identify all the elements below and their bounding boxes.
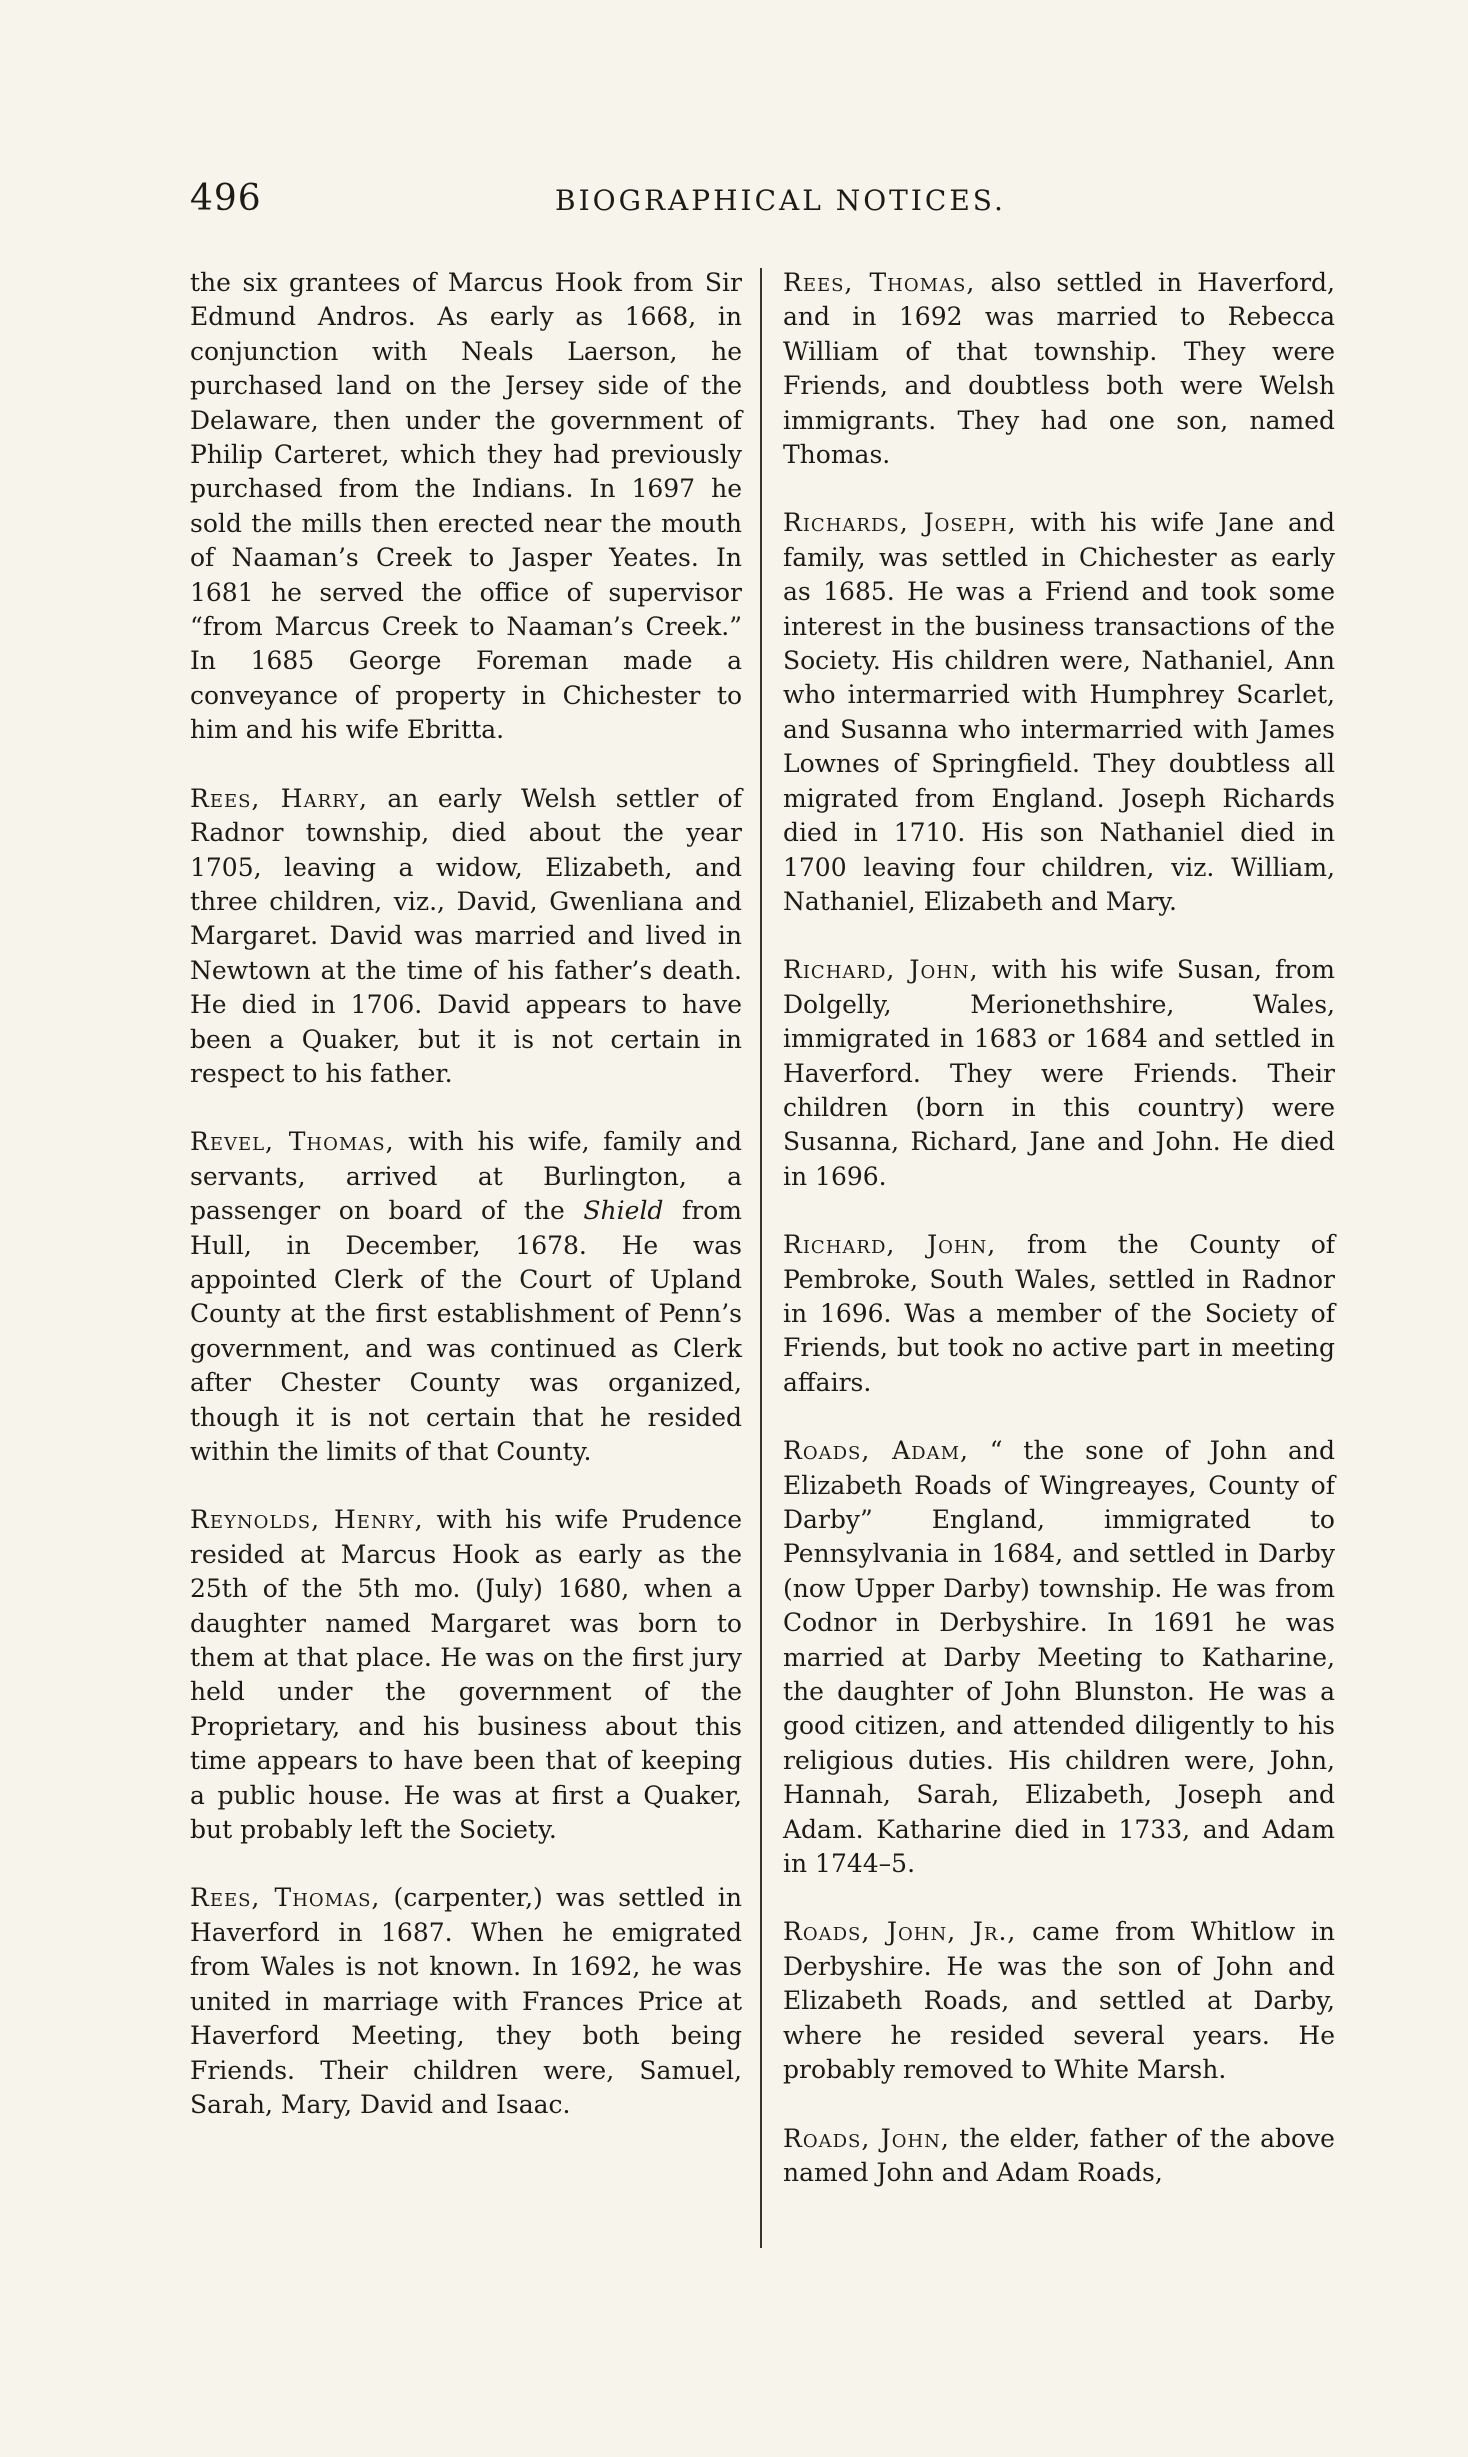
entry-name: Roads, John, <box>783 2123 950 2153</box>
entry-richard-john-pembroke <box>783 1228 1335 1400</box>
entry-reynolds-henry <box>190 1503 742 1847</box>
entry-richard-john-dolgelly <box>783 953 1335 1194</box>
entry-body: an early Welsh settler of Radnor township, died about the year 1705, leaving a widow, Elizabeth, and three children, viz., David, Gwenliana and Margaret. David was married and lived in Newtown at the time of his father’s death. He died in 1706. David appears to have been a Quaker, but it is not certain in respect to his father. <box>190 783 742 1088</box>
left-column <box>190 266 742 2122</box>
entry-richards-joseph <box>783 506 1335 919</box>
entry-name: Rees, Thomas, <box>190 1883 381 1913</box>
entry-revel-thomas <box>190 1125 742 1469</box>
column-divider <box>760 268 762 2248</box>
entry-name: Rees, Harry, <box>190 783 368 813</box>
entry-body: the elder, father of the above named John and Adam Roads, <box>783 2123 1335 2187</box>
entry-body-end: from Hull, in December, 1678. He was appointed Clerk of the Court of Upland County at the first establishment of Penn’s government, and was continued as Clerk after Chester County was organized, though it is not certain that he resided within the limits of that County. <box>190 1196 742 1466</box>
entry-roads-john-jr <box>783 1915 1335 2087</box>
entry-body: “ the sone of John and Elizabeth Roads of Wingreayes, County of Darby” England, immigrated to Pennsylvania in 1684, and settled in Darby (now Upper Darby) township. He was from Codnor in Derbyshire. In 1691 he was married at Darby Meeting to Katharine, the daughter of John Blunston. He was a good citizen, and attended diligently to his religious duties. His children were, John, Hannah, Sarah, Elizabeth, Joseph and Adam. Katharine died in 1733, and Adam in 1744–5. <box>783 1436 1335 1879</box>
entry-name: Richard, John, <box>783 1230 997 1260</box>
entry-name: Richard, John, <box>783 955 979 985</box>
entry-name: Revel, Thomas, <box>190 1127 395 1157</box>
entry-name: Richards, Joseph, <box>783 508 1017 538</box>
entry-body: from the County of Pembroke, South Wales, settled in Radnor in 1696. Was a member of the Society of Friends, but took no active part in meeting affairs. <box>783 1230 1336 1397</box>
entry-rees-thomas-carpenter <box>190 1881 742 2122</box>
entry-name: Reynolds, Henry, <box>190 1505 424 1535</box>
page-header <box>190 178 1350 228</box>
entry-name: Rees, Thomas, <box>783 268 976 297</box>
entry-roads-john-elder <box>783 2122 1335 2191</box>
running-title: BIOGRAPHICAL NOTICES. <box>555 184 1006 217</box>
entry-name: Roads, Adam, <box>783 1436 969 1466</box>
entry-roads-adam <box>783 1434 1335 1881</box>
entry-body: came from Whitlow in Derbyshire. He was the son of John and Elizabeth Roads, and settled at Darby, where he resided several years. He probably removed to White Marsh. <box>783 1917 1335 2085</box>
entry-body: with his wife Susan, from Dolgelly, Merionethshire, Wales, immigrated in 1683 or 1684 and settled in Haverford. They were Friends. Their children (born in this country) were Susanna, Richard, Jane and John. He died in 1696. <box>783 955 1335 1191</box>
entry-body: also settled in Haverford, and in 1692 was married to Rebecca William of that township. They were Friends, and doubtless both were Welsh immigrants. They had one son, named Thomas. <box>783 268 1335 470</box>
entry-rees-harry <box>190 782 742 1092</box>
ship-name: Shield <box>583 1196 664 1226</box>
entry-name: Roads, John, Jr., <box>783 1917 1017 1947</box>
entry-rees-thomas <box>783 266 1335 472</box>
page-number: 496 <box>190 178 262 219</box>
entry-body: with his wife, family and servants, arrived at Burlington, a passenger on board of the <box>190 1127 742 1226</box>
right-column <box>783 266 1335 2190</box>
entry-body: with his wife Jane and family, was settled in Chichester as early as 1685. He was a Friend and took some interest in the business transactions of the Society. His children were, Nathaniel, Ann who intermarried with Humphrey Scarlet, and Susanna who intermarried with James Lownes of Springfield. They doubtless all migrated from England. Joseph Richards died in 1710. His son Nathaniel died in 1700 leaving four children, viz. William, Nathaniel, Elizabeth and Mary. <box>783 508 1335 916</box>
entry-body: (carpenter,) was settled in Haverford in 1687. When he emigrated from Wales is not known. In 1692, he was united in marriage with Frances Price at Haverford Meeting, they both being Friends. Their children were, Samuel, Sarah, Mary, David and Isaac. <box>190 1883 742 2119</box>
entry-continued: the six grantees of Marcus Hook from Sir Edmund Andros. As early as 1668, in conjunction with Neals Laerson, he purchased land on the Jersey side of the Delaware, then under the government of Philip Carteret, which they had previously purchased from the Indians. In 1697 he sold the mills then erected near the mouth of Naaman’s Creek to Jasper Yeates. In 1681 he served the office of supervisor “from Marcus Creek to Naaman’s Creek.” In 1685 George Foreman made a conveyance of property in Chichester to him and his wife Ebritta. <box>190 268 742 745</box>
entry-body: with his wife Prudence resided at Marcus Hook as early as the 25th of the 5th mo. (July) 1680, when a daughter named Margaret was born to them at that place. He was on the first jury held under the government of the Proprietary, and his business about this time appears to have been that of keeping a public house. He was at first a Quaker, but probably left the Society. <box>190 1505 742 1845</box>
